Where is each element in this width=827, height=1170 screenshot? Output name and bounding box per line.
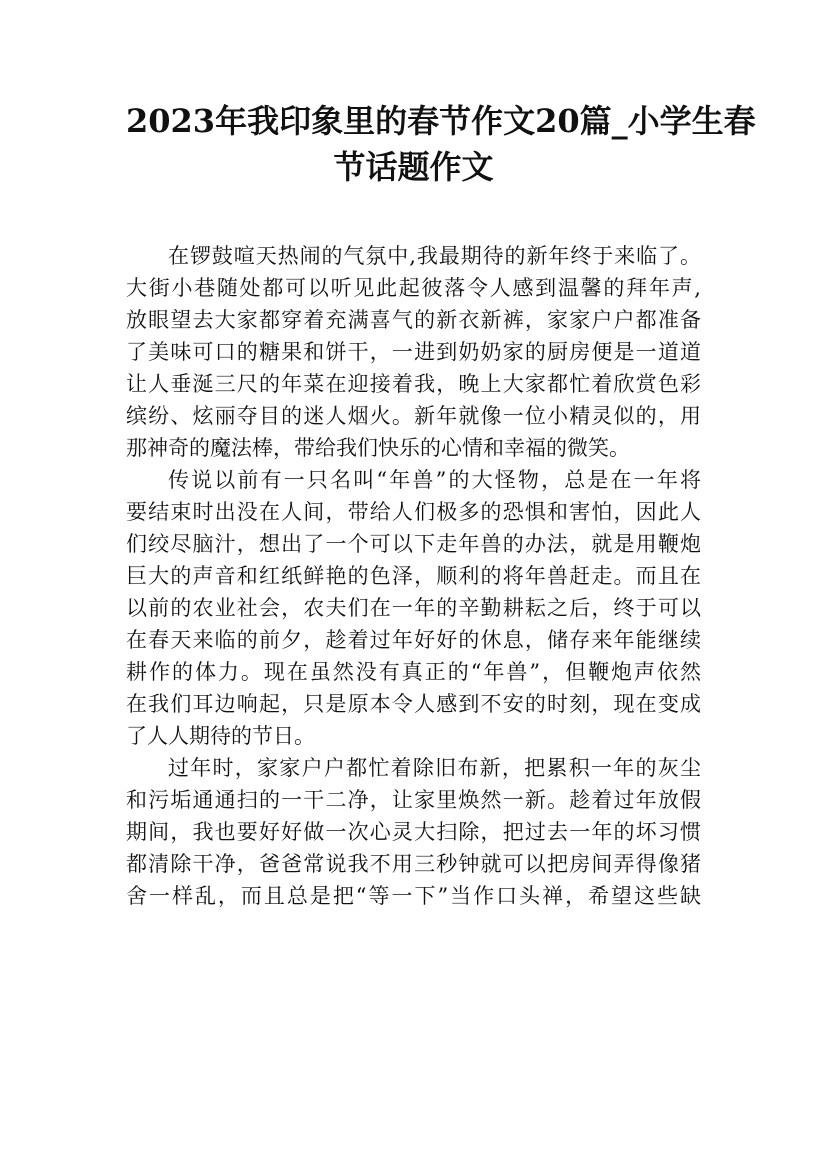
paragraph-line: 在春天来临的前夕，趁着过年好好的休息，储存来年能继续: [126, 628, 701, 652]
paragraph-line: 在我们耳边响起，只是原本令人感到不安的时刻，现在变成: [126, 692, 701, 716]
paragraph-line: 期间，我也要好好做一次心灵大扫除，把过去一年的坏习惯: [126, 820, 701, 844]
paragraph-line: 巨大的声音和红纸鲜艳的色泽，顺利的将年兽赶走。而且在: [126, 564, 701, 588]
paragraph-line: 传说以前有一只名叫“年兽”的大怪物，总是在一年将: [168, 468, 701, 492]
paragraph-line: 过年时，家家户户都忙着除旧布新，把累积一年的灰尘: [168, 756, 701, 780]
paragraph-line: 了人人期待的节日。: [126, 724, 315, 748]
title-line-2: 节话题作文: [333, 148, 494, 186]
paragraph-line: 在锣鼓喧天热闹的气氛中,我最期待的新年终于来临了。: [168, 244, 701, 268]
paragraph-1: [126, 240, 701, 464]
paragraph-2: [126, 464, 701, 752]
paragraph-line: 了美味可口的糖果和饼干，一进到奶奶家的厨房便是一道道: [126, 340, 701, 364]
paragraph-line: 要结束时出没在人间，带给人们极多的恐惧和害怕，因此人: [126, 500, 701, 524]
paragraph-line: 舍一样乱，而且总是把“等一下”当作口头禅，希望这些缺: [126, 884, 701, 908]
document-title: [126, 98, 756, 190]
paragraph-line: 缤纷、炫丽夺目的迷人烟火。新年就像一位小精灵似的，用: [126, 404, 701, 428]
paragraph-line: 大街小巷随处都可以听见此起彼落令人感到温馨的拜年声,: [126, 276, 701, 300]
paragraph-line: 们绞尽脑汁，想出了一个可以下走年兽的办法，就是用鞭炮: [126, 532, 701, 556]
paragraph-line: 和污垢通通扫的一干二净，让家里焕然一新。趁着过年放假: [126, 788, 701, 812]
paragraph-line: 让人垂涎三尺的年菜在迎接着我，晚上大家都忙着欣赏色彩: [126, 372, 701, 396]
paragraph-3: [126, 752, 701, 912]
paragraph-line: 耕作的体力。现在虽然没有真正的“年兽”，但鞭炮声依然: [126, 660, 701, 684]
paragraph-line: 以前的农业社会，农夫们在一年的辛勤耕耘之后，终于可以: [126, 596, 701, 620]
paragraph-line: 那神奇的魔法棒，带给我们快乐的心情和幸福的微笑。: [126, 436, 630, 460]
paragraph-line: 都清除干净，爸爸常说我不用三秒钟就可以把房间弄得像猪: [126, 852, 701, 876]
title-line-1: 2023年我印象里的春节作文20篇_小学生春: [126, 102, 756, 140]
document-body: [126, 240, 701, 912]
paragraph-line: 放眼望去大家都穿着充满喜气的新衣新裤，家家户户都准备: [126, 308, 701, 332]
